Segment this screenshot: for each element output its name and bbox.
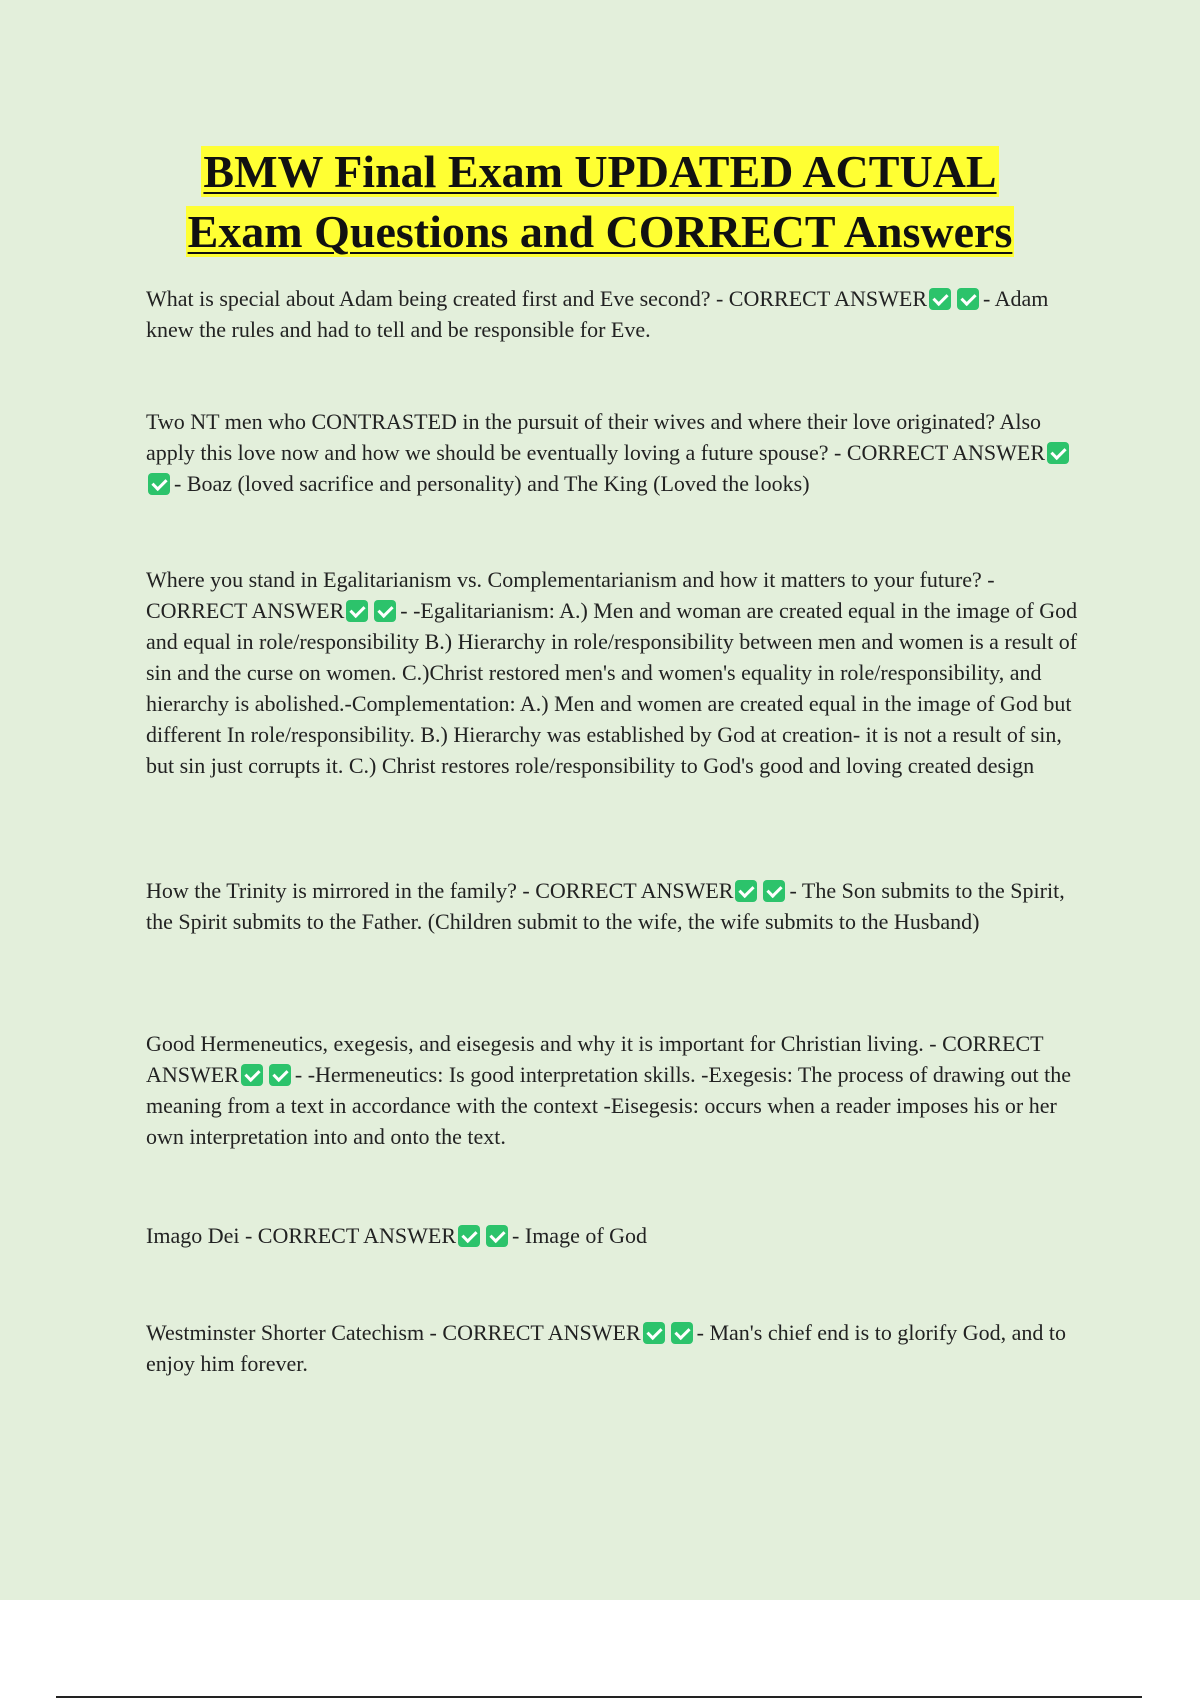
green-checkmark-icon [957, 288, 979, 310]
green-checkmark-icon [148, 473, 170, 495]
green-checkmark-icon [671, 1322, 693, 1344]
question-text: How the Trinity is mirrored in the family? - [146, 878, 536, 903]
answer-marker: CORRECT ANSWER [728, 286, 928, 311]
question-text: Good Hermeneutics, exegesis, and eisegesis and why it is important for Christian living. - [146, 1031, 943, 1056]
footer-divider [56, 1696, 1142, 1698]
answer-text: - Image of God [512, 1223, 648, 1248]
title-line-2: Exam Questions and CORRECT Answers [187, 206, 1013, 257]
answer-text: - -Egalitarianism: A.) Men and woman are created equal in the image of God and equal in role/responsibility B.) Hierarchy in role/responsibility between men and women is a result of sin and the curse on women. C.)Christ restored men's and women's equality in role/responsibility, and hierarchy is abolished.-Complementation: A.) Men and women are created equal in the image of God but different In role/responsibility. B.) Hierarchy was established by God at creation- it is not a result of sin, but sin just corrupts it. C.) Christ restores role/responsibility to God's good and loving created design [146, 598, 1078, 778]
green-checkmark-icon [241, 1064, 263, 1086]
answer-marker: CORRECT ANSWER [535, 878, 734, 903]
green-checkmark-icon [929, 288, 951, 310]
answer-marker: CORRECT ANSWER [146, 1031, 1044, 1087]
green-checkmark-icon [763, 880, 785, 902]
question-text: Imago Dei - [146, 1223, 258, 1248]
answer-text: - -Hermeneutics: Is good interpretation skills. -Exegesis: The process of drawing out the meaning from a text in accordance with the context -Eisegesis: occurs when a reader imposes his or her own interpretation into and onto the text. [146, 1062, 1072, 1149]
qa-item [146, 1220, 1086, 1251]
answer-marker: CORRECT ANSWER [846, 440, 1046, 465]
green-checkmark-icon [346, 600, 368, 622]
answer-text: - Adam knew the rules and had to tell and be responsible for Eve. [146, 286, 1049, 342]
green-checkmark-icon [735, 880, 757, 902]
green-checkmark-icon [374, 600, 396, 622]
green-checkmark-icon [269, 1064, 291, 1086]
green-checkmark-icon [1047, 442, 1069, 464]
qa-item [146, 283, 1086, 345]
document-title [0, 142, 1200, 262]
answer-marker: CORRECT ANSWER [257, 1223, 457, 1248]
answer-marker: CORRECT ANSWER [146, 598, 345, 623]
qa-item [146, 564, 1086, 781]
green-checkmark-icon [458, 1225, 480, 1247]
qa-item [146, 875, 1086, 937]
qa-item [146, 1317, 1086, 1379]
title-line-1: BMW Final Exam UPDATED ACTUAL [203, 146, 997, 197]
green-checkmark-icon [486, 1225, 508, 1247]
question-text: Where you stand in Egalitarianism vs. Complementarianism and how it matters to your future? - [146, 567, 995, 592]
answer-marker: CORRECT ANSWER [442, 1320, 641, 1345]
qa-item [146, 406, 1086, 499]
answer-text: - The Son submits to the Spirit, the Spirit submits to the Father. (Children submit to the wife, the wife submits to the Husband) [146, 878, 1065, 934]
question-text: Westminster Shorter Catechism - [146, 1320, 443, 1345]
green-checkmark-icon [643, 1322, 665, 1344]
answer-text: - Man's chief end is to glorify God, and to enjoy him forever. [146, 1320, 1066, 1376]
question-text: What is special about Adam being created first and Eve second? - [146, 286, 729, 311]
question-text: Two NT men who CONTRASTED in the pursuit of their wives and where their love originated? Also apply this love now and how we should be eventually loving a future spouse? - [146, 409, 1042, 465]
qa-item [146, 1028, 1086, 1152]
answer-text: - Boaz (loved sacrifice and personality) and The King (Loved the looks) [174, 471, 810, 496]
